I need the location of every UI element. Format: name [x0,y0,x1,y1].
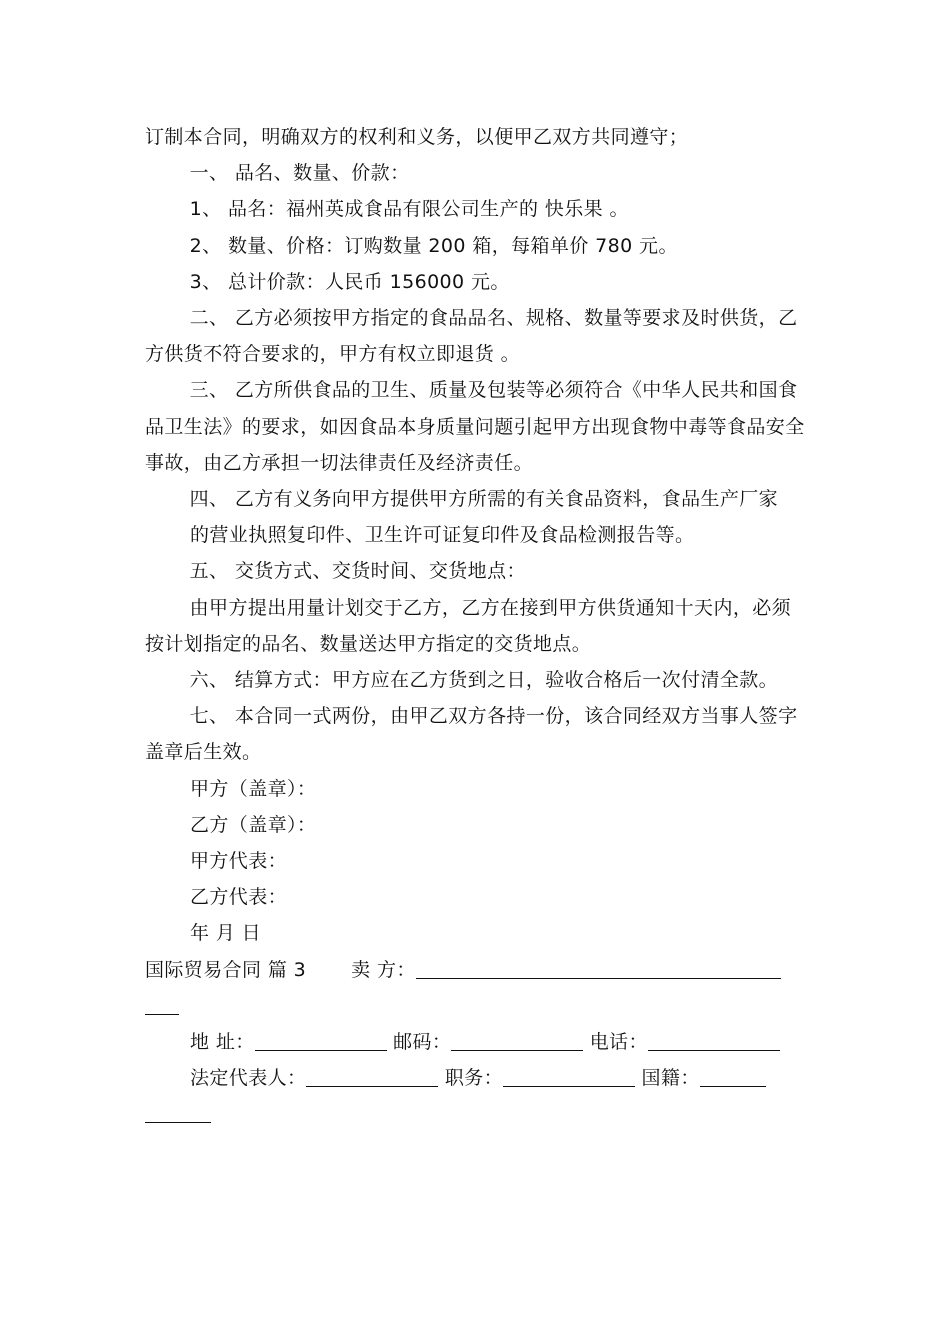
clause-1-item-3: 3、 总计价款：人民币 156000 元。 [189,270,510,293]
seller-label: 卖 方： [351,958,416,981]
nationality-label: 国籍： [641,1067,700,1090]
clause-3: 三、 乙方所供食品的卫生、质量及包装等必须符合《中华人民共和国食品卫生法》的要求，如因食品本身质量问题引起甲方出现食物中毒等食品安全事故，由乙方承担一切法律责任及经济责任。 [145,379,805,474]
contract-body [145,119,810,1133]
clause-1-heading: 一、 品名、数量、价款： [189,162,410,185]
title-blank [503,1066,635,1087]
seller-blank-tail [145,994,179,1015]
legal-rep-label: 法定代表人： [190,1067,307,1090]
clause-1-item-1: 1、 品名：福州英成食品有限公司生产的 快乐果 。 [189,198,629,221]
clause-7: 七、 本合同一式两份，由甲乙双方各持一份，该合同经双方当事人签字盖章后生效。 [145,705,798,764]
seller-line [145,952,810,988]
address-line [145,1024,810,1060]
section-heading: 国际贸易合同 篇 3 [145,958,307,981]
party-b-representative: 乙方代表： [190,886,288,909]
seller-blank-continuation [145,988,810,1024]
nationality-blank-continuation [145,1096,810,1132]
address-label: 地 址： [190,1031,255,1054]
clause-4: 四、 乙方有义务向甲方提供甲方所需的有关食品资料，食品生产厂家 [189,488,779,511]
clause-5-body: 由甲方提出用量计划交于乙方，乙方在接到甲方供货通知十天内，必须按计划指定的品名、数量送达甲方指定的交货地点。 [145,596,792,655]
intro-line: 订制本合同，明确双方的权利和义务，以便甲乙双方共同遵守； [145,126,689,148]
postcode-blank [451,1030,583,1051]
party-a-seal: 甲方（盖章）： [190,777,317,800]
clause-4-continued: 的营业执照复印件、卫生许可证复印件及食品检测报告等。 [190,524,695,547]
phone-blank [648,1030,780,1051]
nationality-blank [700,1066,766,1087]
representative-line [145,1060,810,1096]
postcode-label: 邮码： [393,1031,452,1054]
party-a-representative: 甲方代表： [190,850,288,873]
phone-label: 电话： [589,1031,648,1054]
clause-6: 六、 结算方式：甲方应在乙方货到之日，验收合格后一次付清全款。 [189,669,779,692]
legal-rep-blank [306,1066,438,1087]
clause-1-item-2: 2、 数量、价格：订购数量 200 箱，每箱单价 780 元。 [189,234,678,257]
address-blank [255,1030,387,1051]
seller-blank [416,958,781,979]
clause-5-heading: 五、 交货方式、交货时间、交货地点： [189,560,526,583]
party-b-seal: 乙方（盖章）： [190,813,317,836]
title-label: 职务： [444,1067,504,1090]
clause-2: 二、 乙方必须按甲方指定的食品品名、规格、数量等要求及时供货，乙方供货不符合要求的，甲方有权立即退货 。 [145,307,798,366]
date-line: 年 月 日 [190,922,262,945]
nationality-blank-tail [145,1102,211,1123]
